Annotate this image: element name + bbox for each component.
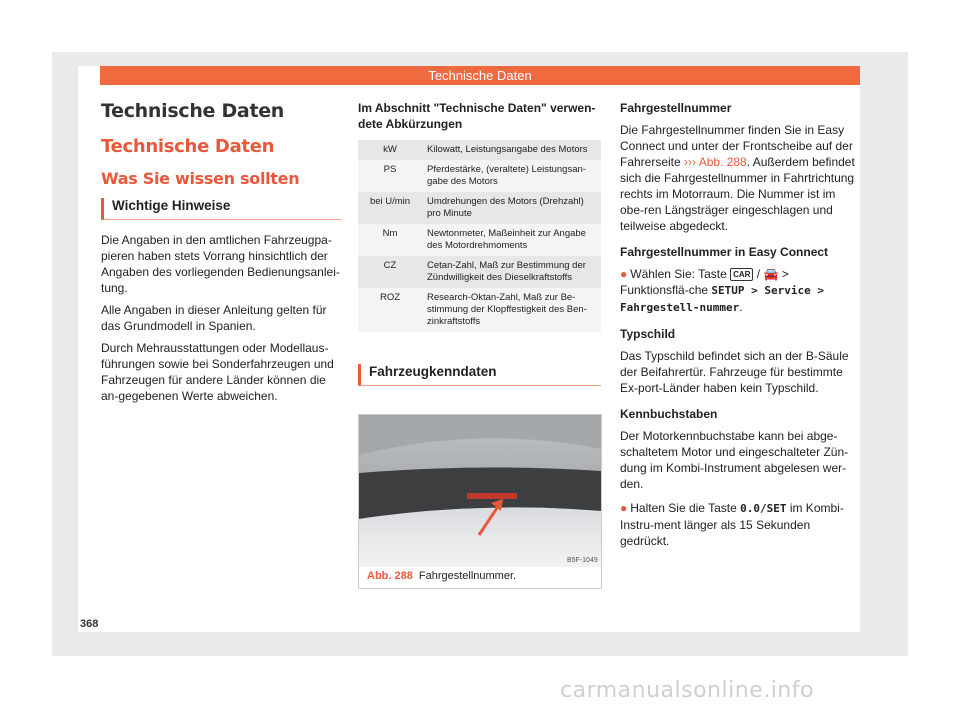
column-left	[101, 100, 341, 410]
heading-typschild: Typschild	[620, 327, 676, 341]
text: .	[739, 300, 743, 314]
text: Halten Sie die Taste	[630, 501, 737, 515]
figure-caption	[359, 567, 601, 585]
abbreviation-key: bei U/min	[358, 192, 422, 224]
column-right	[620, 100, 860, 555]
paragraph-typschild: Das Typschild befindet sich an der B-Säule der Beifahrertür. Fahrzeuge für bestimmte Ex-port-Länder haben kein Typschild.	[620, 349, 849, 395]
text: /	[756, 267, 761, 281]
subsection-title: Was Sie wissen sollten	[101, 169, 300, 188]
abbreviation-key: CZ	[358, 256, 422, 288]
abbreviation-value: Umdrehungen des Motors (Drehzahl) pro Minute	[422, 192, 601, 224]
caption-number: Abb. 288	[367, 570, 413, 582]
caption-text: Fahrgestellnummer.	[418, 570, 517, 582]
vin-plate	[467, 493, 517, 499]
paragraph-vin	[620, 122, 860, 234]
heading-easy-connect: Fahrgestellnummer in Easy Connect	[620, 245, 829, 259]
figure-vin	[358, 414, 602, 589]
table-row	[358, 224, 601, 256]
figure-reference-link[interactable]: ››› Abb. 288	[684, 155, 747, 169]
section-title: Technische Daten	[101, 136, 275, 157]
bullet-item	[620, 266, 860, 316]
bullet-icon: ●	[620, 501, 628, 515]
watermark-text: carmanualsonline.info	[560, 678, 814, 703]
abbreviation-intro: Im Abschnitt "Technische Daten" verwen-dete Abkürzungen	[358, 101, 596, 131]
table-row	[358, 288, 601, 332]
paragraph: Die Angaben in den amtlichen Fahrzeugpa-pieren haben stets Vorrang hinsichtlich der Angaben des vorliegenden Bedienungsanlei-tung.	[101, 233, 340, 295]
bullet-icon: ●	[620, 267, 628, 281]
abbreviation-table	[358, 140, 601, 332]
car-menu-icon: 🚘	[763, 267, 779, 281]
abbreviation-key: kW	[358, 140, 422, 160]
text: > Funktionsflä-che	[620, 267, 789, 297]
chapter-title: Technische Daten	[101, 100, 285, 122]
text: Wählen Sie: Taste	[630, 267, 727, 281]
heading-fahrgestellnummer: Fahrgestellnummer	[620, 101, 732, 115]
figure-code: B5F-1049	[567, 557, 598, 564]
page-number: 368	[80, 618, 99, 630]
table-row	[358, 160, 601, 192]
abbreviation-value: Pferdestärke, (veraltete) Leistungsan-gabe des Motors	[422, 160, 601, 192]
abbreviation-value: Kilowatt, Leistungsangabe des Motors	[422, 140, 601, 160]
section-heading-fahrzeugkenndaten: Fahrzeugkenndaten	[358, 364, 601, 386]
heading-kennbuchstaben: Kennbuchstaben	[620, 407, 718, 421]
column-middle	[358, 100, 601, 398]
paragraph: Alle Angaben in dieser Anleitung gelten für das Grundmodell in Spanien.	[101, 303, 327, 333]
car-key-icon: CAR	[730, 268, 753, 281]
abbreviation-value: Research-Oktan-Zahl, Maß zur Be-stimmung der Klopffestigkeit des Ben-zinkraftstoffs	[422, 288, 601, 332]
text: im Kombi-Instru-ment länger als 15 Sekunden gedrückt.	[620, 501, 844, 548]
table-row	[358, 192, 601, 224]
abbreviation-key: ROZ	[358, 288, 422, 332]
table-row	[358, 140, 601, 160]
paragraph-kennbuchstaben: Der Motorkennbuchstabe kann bei abge-schaltetem Motor und eingeschalteter Zün-dung im Kombi-Instrument abgelesen wer-den.	[620, 429, 849, 491]
header-bar: Technische Daten	[100, 66, 860, 85]
abbreviation-value: Newtonmeter, Maßeinheit zur Angabe des Motordrehmoments	[422, 224, 601, 256]
paragraph: Durch Mehrausstattungen oder Modellaus-führungen sowie bei Sonderfahrzeugen und Fahrzeugen für andere Länder können die an-gegebenen Werte abweichen.	[101, 341, 334, 403]
abbreviation-key: Nm	[358, 224, 422, 256]
set-key-icon: 0.0/SET	[740, 502, 787, 515]
table-row	[358, 256, 601, 288]
section-heading-hinweise: Wichtige Hinweise	[101, 198, 341, 220]
menu-path: SETUP > Service > Fahrgestell-nummer	[620, 284, 824, 314]
abbreviation-key: PS	[358, 160, 422, 192]
vin-photo	[359, 415, 601, 567]
bullet-item	[620, 500, 860, 549]
abbreviation-value: Cetan-Zahl, Maß zur Bestimmung der Zündwilligkeit des Dieselkraftstoffs	[422, 256, 601, 288]
text: Die Fahrgestellnummer finden Sie in Easy Connect und unter der Frontscheibe auf der Fahrerseite	[620, 123, 853, 169]
text: . Außerdem befindet sich die Fahrgestellnummer in Fahrtrichtung rechts im Motorraum. Die Nummer ist im obe-ren Längsträger eingeschlagen und teilweise abgedeckt.	[620, 155, 855, 233]
